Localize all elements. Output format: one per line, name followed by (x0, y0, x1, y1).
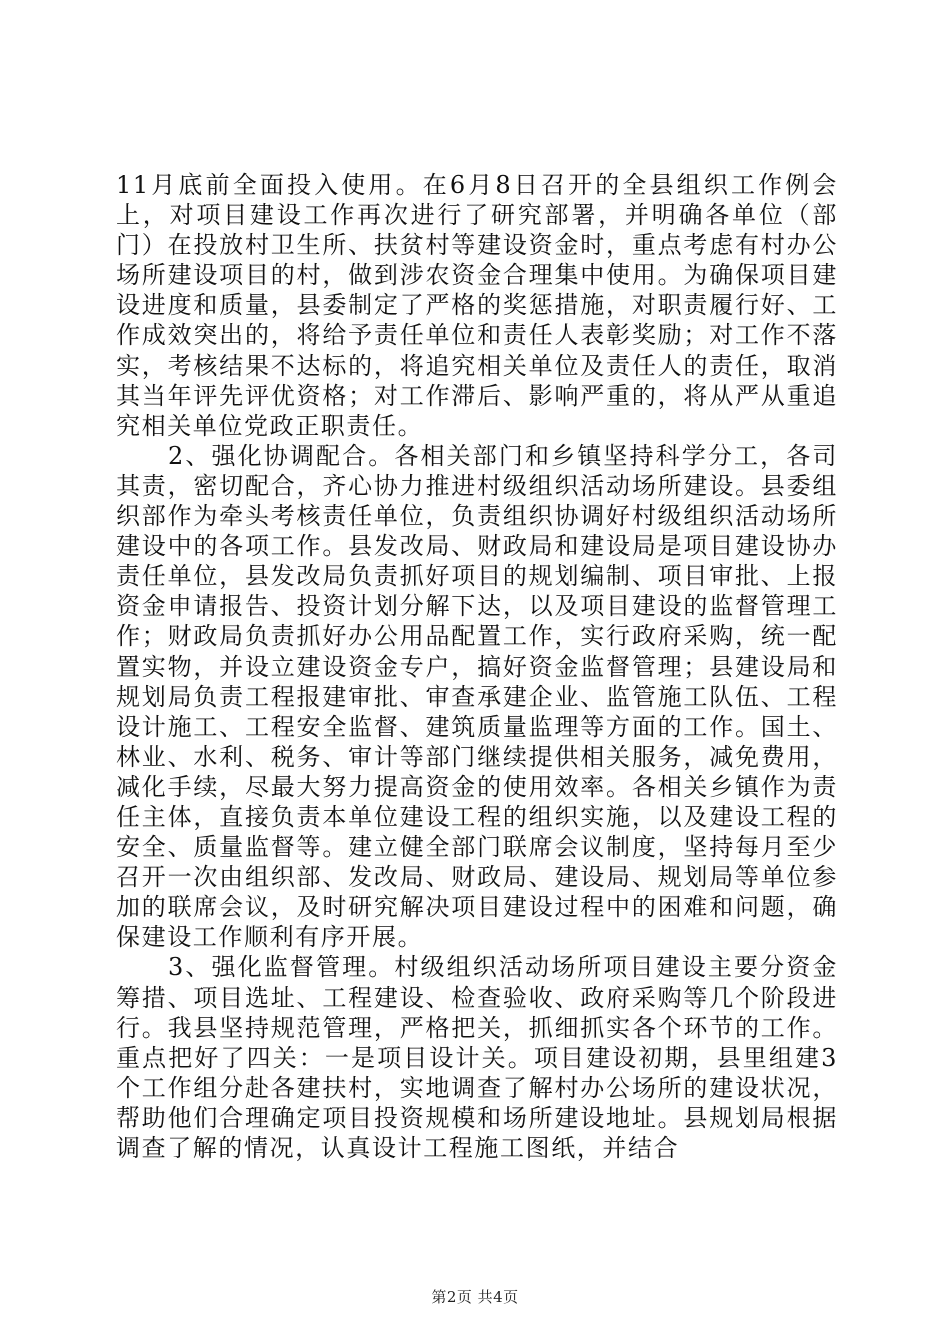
paragraph-supervision: 3、强化监督管理。村级组织活动场所项目建设主要分资金筹措、项目选址、工程建设、检查验收、政府采购等几个阶段进行。我县坚持规范管理，严格把关，抓细抓实各个环节的工作。重点把好了四关：一是项目设计关。项目建设初期，县里组建3个工作组分赴各建扶村，实地调查了解村办公场所的建设状况，帮助他们合理确定项目投资规模和场所建设地址。县规划局根据调查了解的情况，认真设计工程施工图纸，并结合 (116, 953, 838, 1162)
paragraph-coordination: 2、强化协调配合。各相关部门和乡镇坚持科学分工，各司其责，密切配合，齐心协力推进村级组织活动场所建设。县委组织部作为牵头考核责任单位，负责组织协调好村级组织活动场所建设中的各项工作。县发改局、财政局和建设局是项目建设协办责任单位，县发改局负责抓好项目的规划编制、项目审批、上报资金申请报告、投资计划分解下达，以及项目建设的监督管理工作；财政局负责抓好办公用品配置工作，实行政府采购，统一配置实物，并设立建设资金专户，搞好资金监督管理；县建设局和规划局负责工程报建审批、审查承建企业、监管施工队伍、工程设计施工、工程安全监督、建筑质量监理等方面的工作。国土、林业、水利、税务、审计等部门继续提供相关服务，减免费用，减化手续，尽最大努力提高资金的使用效率。各相关乡镇作为责任主体，直接负责本单位建设工程的组织实施，以及建设工程的安全、质量监督等。建立健全部门联席会议制度，坚持每月至少召开一次由组织部、发改局、财政局、建设局、规划局等单位参加的联席会议，及时研究解决项目建设过程中的困难和问题，确保建设工作顺利有序开展。 (116, 441, 838, 952)
body-text (116, 170, 838, 1163)
page-footer: 第2页 共4页 (431, 1288, 519, 1306)
paragraph-continuation: 11月底前全面投入使用。在6月8日召开的全县组织工作例会上，对项目建设工作再次进行了研究部署，并明确各单位（部门）在投放村卫生所、扶贫村等建设资金时，重点考虑有村办公场所建设项目的村，做到涉农资金合理集中使用。为确保项目建设进度和质量，县委制定了严格的奖惩措施，对职责履行好、工作成效突出的，将给予责任单位和责任人表彰奖励；对工作不落实，考核结果不达标的，将追究相关单位及责任人的责任，取消其当年评先评优资格；对工作滞后、影响严重的，将从严从重追究相关单位党政正职责任。 (116, 171, 838, 440)
